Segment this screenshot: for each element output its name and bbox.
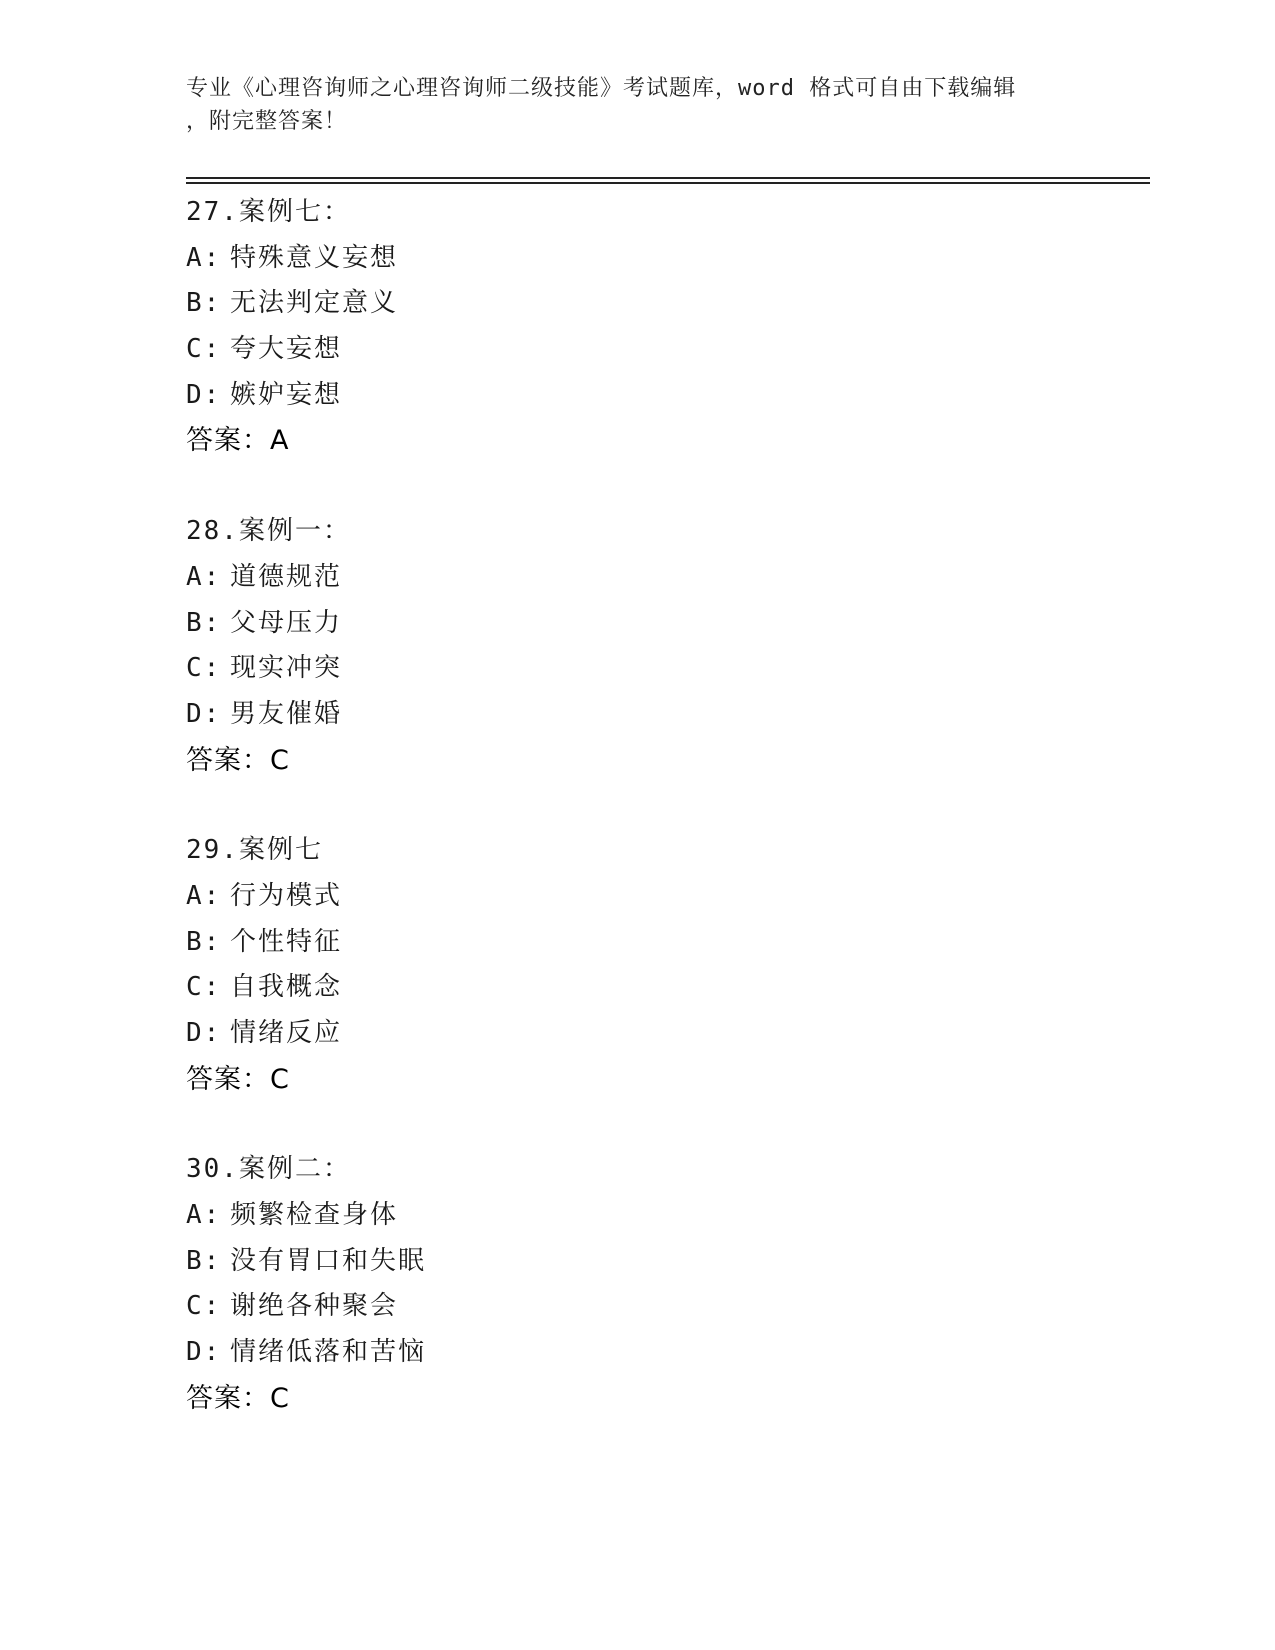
answer-line: 答案：C: [186, 1063, 290, 1095]
option-text: 没有胃口和失眠: [230, 1245, 427, 1276]
answer-line: 答案：C: [186, 744, 290, 776]
option-letter: B:: [186, 1245, 222, 1276]
option-b: [186, 1239, 1086, 1285]
header-divider-top: [186, 177, 1150, 179]
header-line-2: ，附完整答案！: [186, 109, 348, 134]
document-header: [186, 72, 1086, 138]
option-text: 行为模式: [230, 880, 343, 911]
option-text: 嫉妒妄想: [230, 379, 343, 410]
option-a: [186, 555, 1086, 601]
option-text: 情绪反应: [230, 1018, 343, 1048]
option-text: 谢绝各种聚会: [230, 1291, 399, 1322]
option-a: [186, 874, 1086, 920]
option-text: 个性特征: [230, 926, 343, 957]
option-letter: D:: [186, 698, 222, 729]
option-text: 道德规范: [230, 561, 343, 592]
question-title: 27.案例七：: [186, 197, 351, 227]
option-d: [186, 1011, 1086, 1057]
option-letter: B:: [186, 926, 222, 957]
option-letter: C:: [186, 1291, 222, 1322]
option-d: [186, 692, 1086, 738]
option-c: [186, 646, 1086, 692]
option-text: 自我概念: [230, 972, 343, 1003]
option-text: 情绪低落和苦恼: [230, 1337, 427, 1368]
option-text: 男友催婚: [230, 698, 343, 729]
question-29: [186, 828, 1086, 1102]
header-divider-bottom: [186, 182, 1150, 184]
question-title: 28.案例一：: [186, 516, 351, 547]
option-text: 频繁检查身体: [230, 1200, 399, 1231]
option-letter: D:: [186, 1018, 222, 1048]
option-text: 特殊意义妄想: [230, 242, 399, 273]
option-b: [186, 920, 1086, 966]
option-letter: C:: [186, 653, 222, 684]
question-28: [186, 509, 1086, 783]
question-30: [186, 1147, 1086, 1421]
option-letter: D:: [186, 379, 222, 410]
option-d: [186, 1330, 1086, 1376]
question-title: 29.案例七: [186, 835, 323, 866]
option-b: [186, 281, 1086, 327]
option-letter: B:: [186, 607, 222, 638]
option-c: [186, 965, 1086, 1011]
option-c: [186, 327, 1086, 373]
option-letter: A:: [186, 561, 222, 592]
option-text: 无法判定意义: [230, 288, 399, 319]
option-a: [186, 236, 1086, 282]
option-a: [186, 1193, 1086, 1239]
option-text: 父母压力: [230, 607, 343, 638]
answer-line: 答案：C: [186, 1382, 290, 1414]
header-line-1: 专业《心理咨询师之心理咨询师二级技能》考试题库，word 格式可自由下载编辑: [186, 76, 1017, 101]
answer-line: 答案：A: [186, 425, 290, 457]
option-text: 夸大妄想: [230, 334, 343, 365]
option-b: [186, 601, 1086, 647]
question-27: [186, 190, 1086, 464]
option-letter: C:: [186, 972, 222, 1003]
option-c: [186, 1284, 1086, 1330]
option-letter: A:: [186, 1200, 222, 1231]
option-letter: B:: [186, 288, 222, 319]
question-title: 30.案例二：: [186, 1154, 351, 1185]
option-letter: A:: [186, 242, 222, 273]
option-text: 现实冲突: [230, 653, 343, 684]
option-d: [186, 373, 1086, 419]
option-letter: A:: [186, 880, 222, 911]
option-letter: D:: [186, 1337, 222, 1368]
question-list: [186, 190, 1086, 1467]
option-letter: C:: [186, 334, 222, 365]
